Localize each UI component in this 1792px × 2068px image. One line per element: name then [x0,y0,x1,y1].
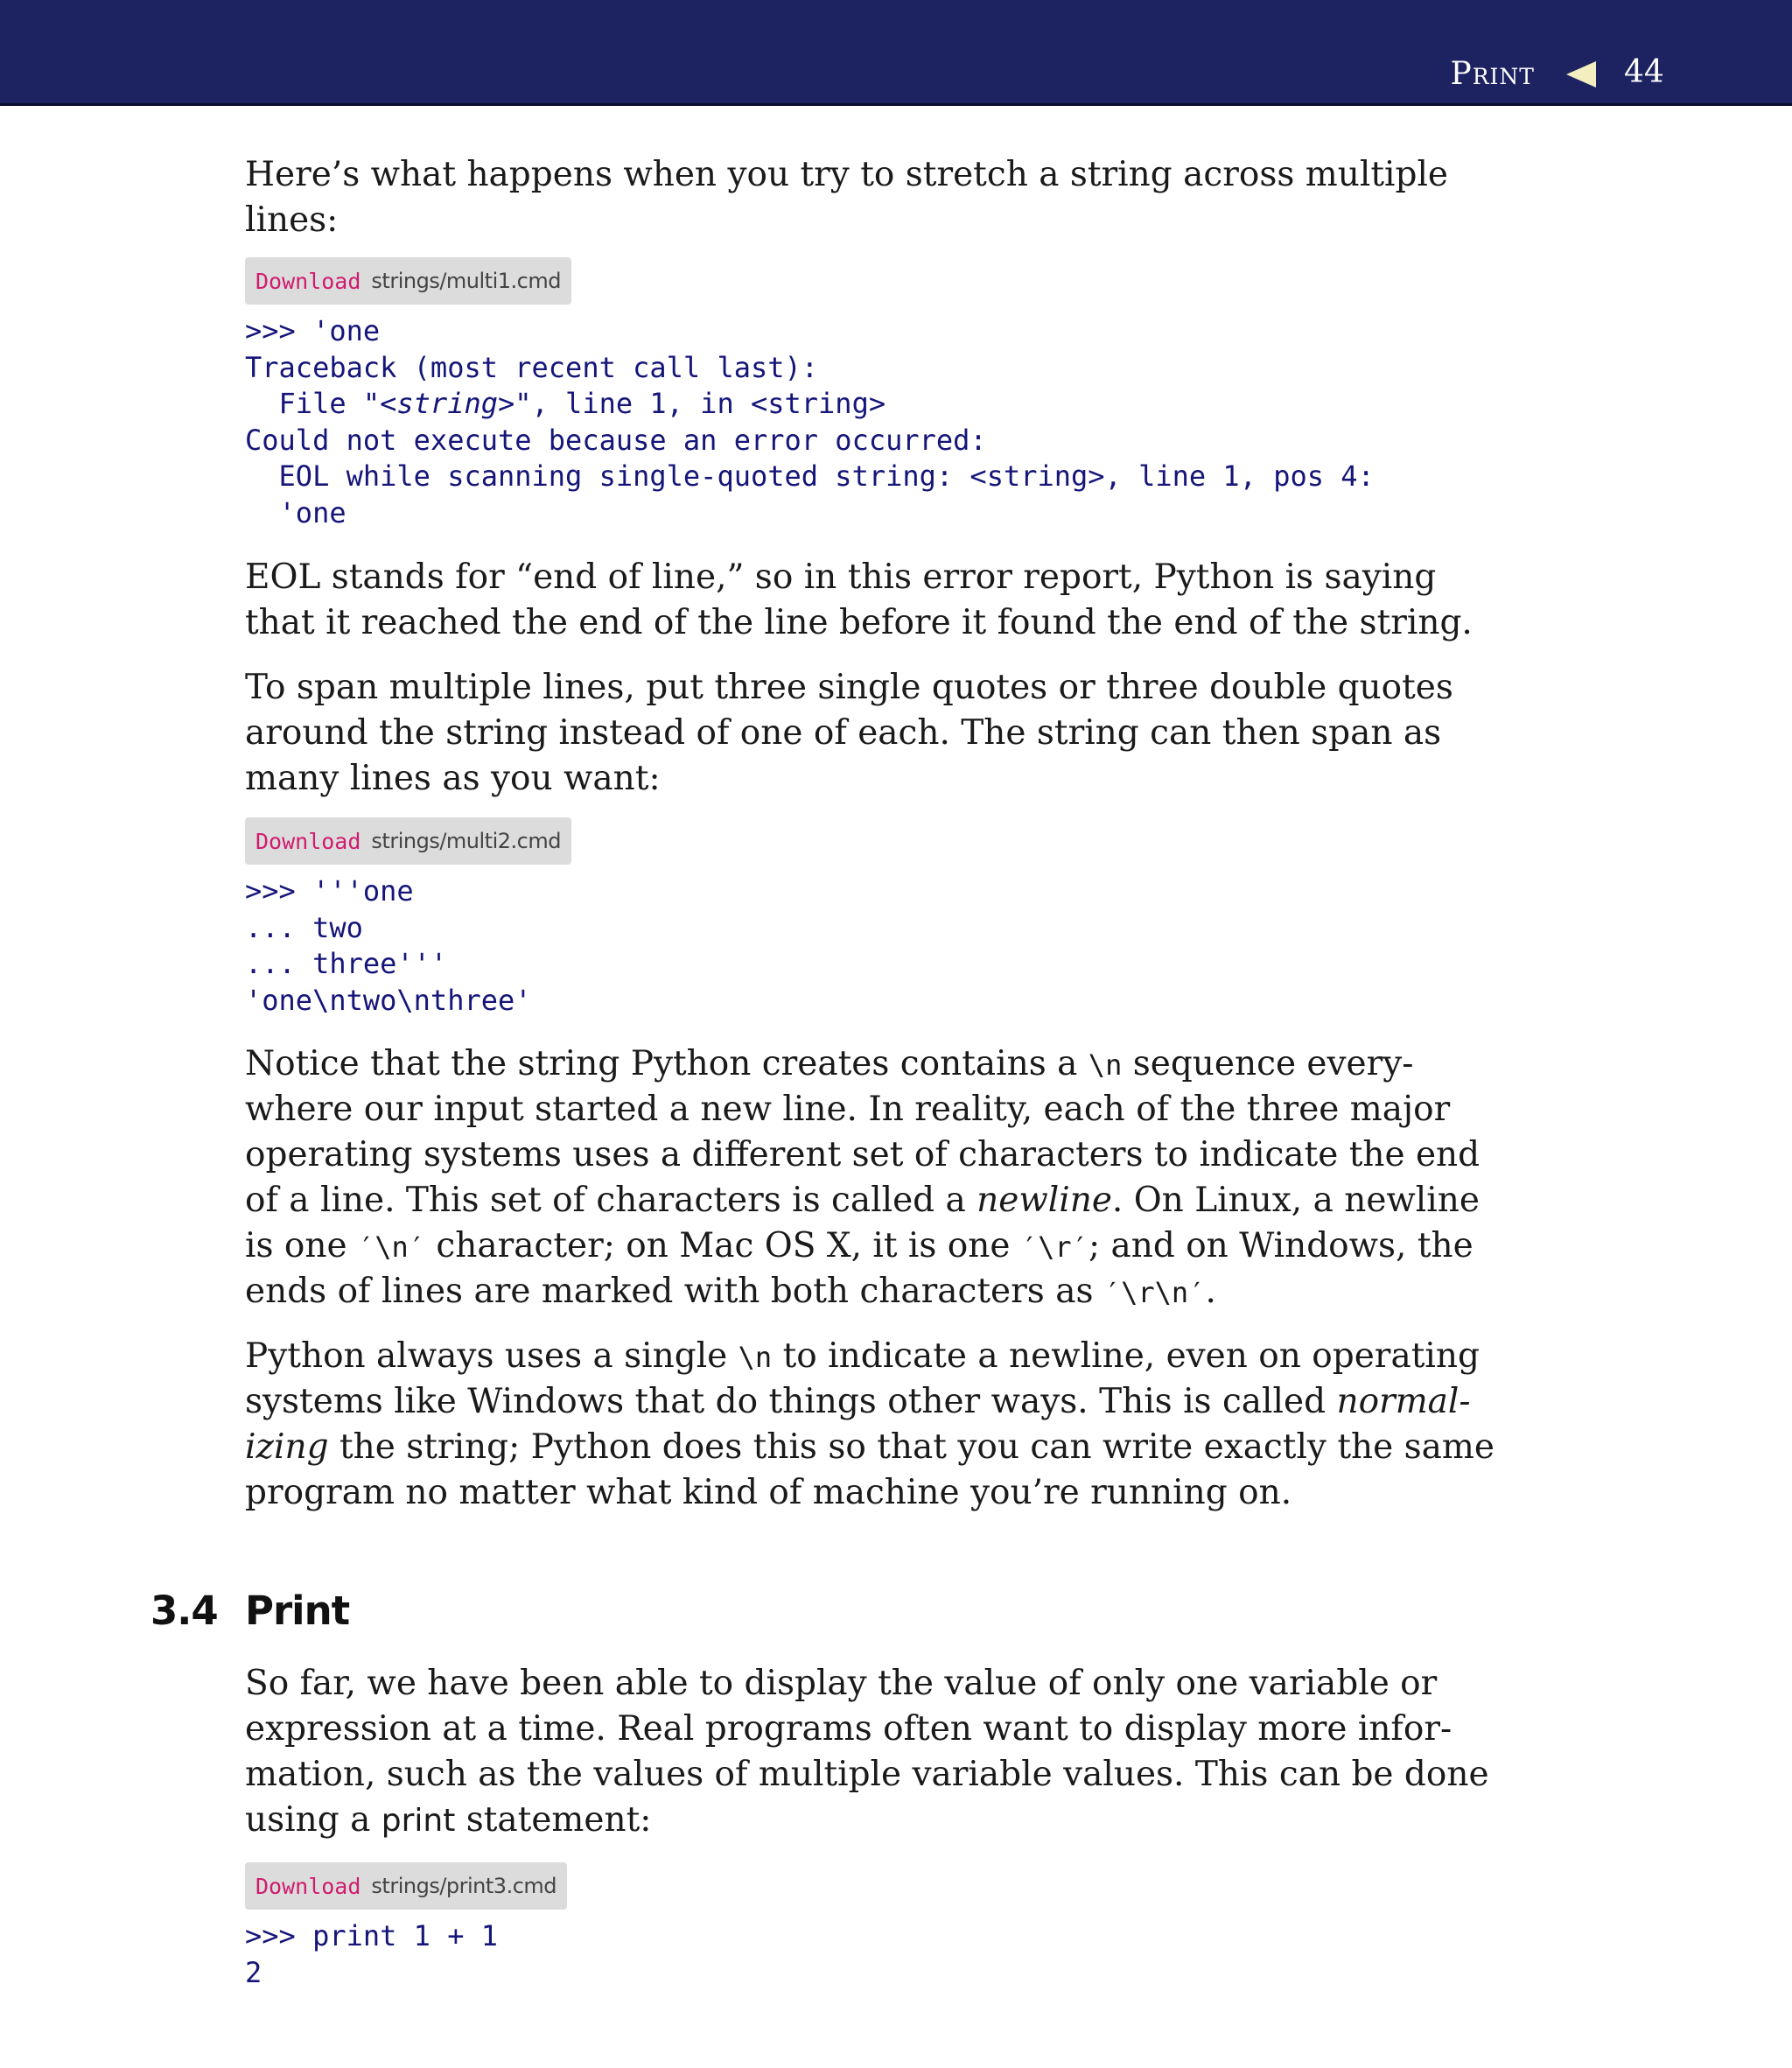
code-line: 'one\ntwo\nthree' [245,983,532,1017]
text-line: lines: [245,200,339,240]
download-filename[interactable]: strings/print3.cmd [371,1874,557,1898]
download-filename[interactable]: strings/multi1.cmd [371,269,561,293]
text-line [245,1041,1414,1087]
text-line: mation, such as the values of multiple variable values. This can be done [245,1755,1489,1794]
text-line [245,1425,1494,1470]
text-line: expression at a time. Real programs often want to display more infor- [245,1709,1452,1749]
text-fragment: ends of lines are marked with both characters as [245,1272,1104,1311]
notice-paragraph [245,1041,1480,1314]
download-link[interactable] [245,1862,567,1910]
inline-code: \n [738,1341,773,1374]
text-fragment: is one [245,1226,358,1265]
text-line: where our input started a new line. In reality, each of the three major [245,1090,1451,1129]
code-line: >>> print 1 + 1 [245,1919,498,1952]
download-label[interactable]: Download [256,1873,361,1899]
code-block [245,873,532,1019]
download-label[interactable]: Download [256,268,361,294]
text-fragment: ; and on Windows, the [1088,1226,1474,1265]
code-line: Could not execute because an error occurred: [245,423,987,457]
download-filename[interactable]: strings/multi2.cmd [371,829,561,853]
text-line: around the string instead of one of each. The string can then span as [245,713,1442,753]
intro-paragraph [245,152,1449,243]
eol-paragraph [245,555,1473,646]
code-line: ... two [245,910,363,944]
text-line [245,1379,1471,1425]
running-title [1451,56,1535,92]
code-line [245,387,886,420]
inline-code: ′\n′ [357,1230,426,1264]
code-fragment: <string> [380,387,515,420]
code-line: >>> '''one [245,874,414,908]
inline-code: ′\r′ [1020,1230,1088,1264]
section-number: 3.4 [150,1588,218,1634]
text-fragment: . [1205,1272,1216,1311]
section-title: Print [245,1588,350,1634]
page-header [0,0,1792,106]
text-line: many lines as you want: [245,759,661,798]
code-fragment: File " [245,387,381,420]
code-line: Traceback (most recent call last): [245,350,819,384]
code-fragment: ", line 1, in <string> [514,387,886,420]
download-link[interactable] [245,817,571,865]
print-paragraph [245,1661,1489,1843]
download-link[interactable] [245,257,571,305]
running-title-text: Print [1450,56,1535,92]
text-fragment: . On Linux, a newline [1111,1181,1480,1220]
text-line: program no matter what kind of machine you’re running on. [245,1473,1292,1512]
text-fragment: sequence every- [1122,1044,1414,1083]
code-line: 'one [245,495,346,529]
emphasis: normal- [1336,1382,1471,1421]
text-fragment: systems like Windows that do things other ways. This is called [245,1382,1337,1421]
page-number: 44 [1624,54,1664,90]
code-line: ... three''' [245,947,448,980]
code-line: 2 [245,1955,262,1989]
text-fragment: statement: [455,1800,652,1840]
emphasis: newline [976,1181,1112,1220]
code-block [245,1918,498,1991]
text-line: So far, we have been able to display the value of only one variable or [245,1664,1438,1703]
text-line: that it reached the end of the line before it found the end of the string. [245,603,1473,642]
code-line: EOL while scanning single-quoted string: <string>, line 1, pos 4: [245,459,1375,493]
text-fragment: of a line. This set of characters is called a [245,1181,977,1220]
text-fragment: using a [245,1800,382,1840]
code-block [245,313,1375,531]
text-fragment: the string; Python does this so that you can write exactly the same [328,1427,1494,1467]
text-line [245,1798,1390,1843]
text-line [245,1334,1480,1379]
text-line [245,1223,1474,1269]
python-paragraph [245,1334,1494,1516]
span-paragraph [245,665,1453,802]
download-label[interactable]: Download [256,828,361,854]
text-line: EOL stands for “end of line,” so in this error report, Python is saying [245,557,1437,597]
text-line: operating systems uses a different set of characters to indicate the end [245,1135,1480,1174]
text-fragment: Python always uses a single [245,1336,738,1376]
code-line: >>> 'one [245,314,381,347]
text-line [245,1269,1390,1314]
inline-code: ′\r\n′ [1103,1276,1206,1309]
text-fragment: character; on Mac OS X, it is one [425,1226,1021,1265]
back-arrow-icon[interactable] [1566,61,1596,88]
text-line: Here’s what happens when you try to stretch a string across multiple [245,155,1449,194]
emphasis: izing [245,1427,329,1467]
text-fragment: Notice that the string Python creates contains a [245,1044,1088,1083]
inline-code: \n [1088,1048,1123,1082]
keyword: print [381,1803,456,1839]
text-line: To span multiple lines, put three single quotes or three double quotes [245,668,1453,707]
text-fragment: to indicate a newline, even on operating [772,1336,1480,1376]
text-line [245,1178,1480,1223]
